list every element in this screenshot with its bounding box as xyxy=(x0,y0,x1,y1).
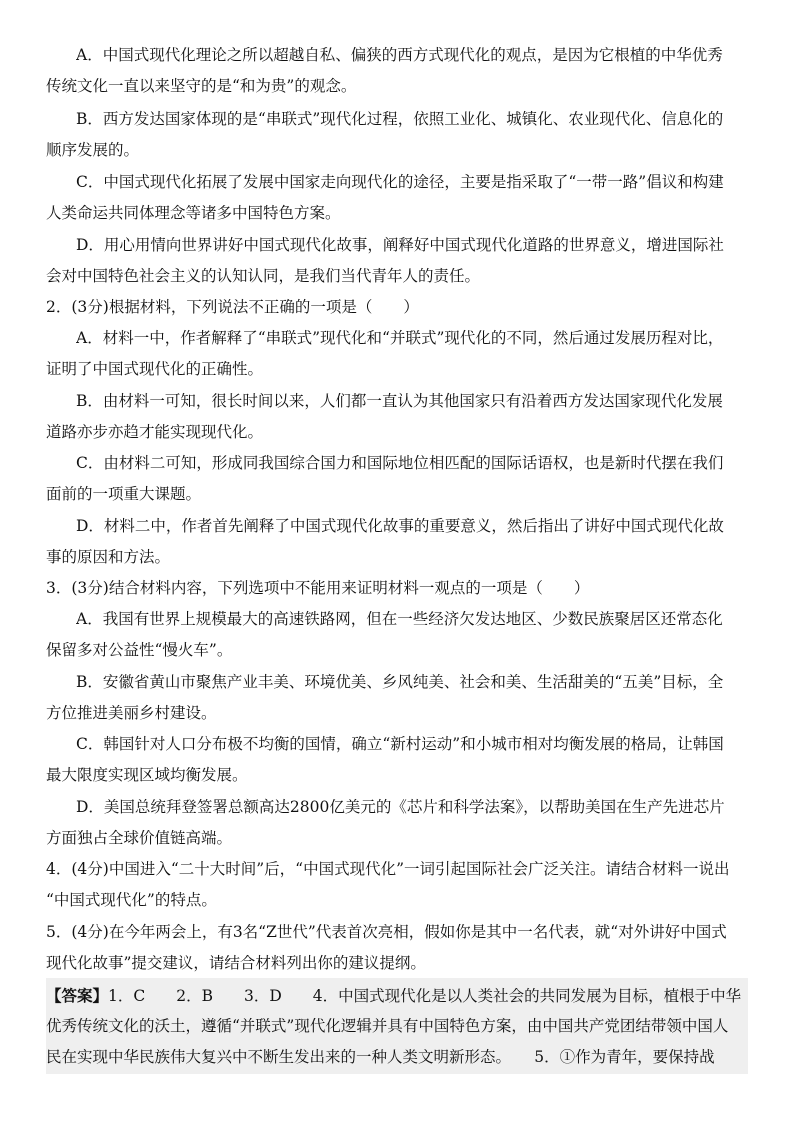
question-2: 2．(3分)根据材料，下列说法不正确的一项是（ ） xyxy=(46,298,419,316)
answer-label: 【答案】 xyxy=(46,986,109,1005)
option-2a-line-2: 证明了中国式现代化的正确性。 xyxy=(46,360,264,378)
option-2d-line-2: 事的原因和方法。 xyxy=(46,548,171,566)
option-1b-line-1: B．西方发达国家体现的是“串联式”现代化过程，依照工业化、城镇化、农业现代化、信息化的 xyxy=(76,110,724,128)
question-3: 3．(3分)结合材料内容，下列选项中不能用来证明材料一观点的一项是（ ） xyxy=(46,579,590,597)
option-3a-line-1: A．我国有世界上规模最大的高速铁路网，但在一些经济欠发达地区、少数民族聚居区还常态化 xyxy=(76,610,723,628)
option-3d-line-1: D．美国总统拜登签署总额高达2800亿美元的《芯片和科学法案》，以帮助美国在生产先进芯片 xyxy=(76,798,725,816)
question-4-line-1: 4．(4分)中国进入“二十大时间”后，“中国式现代化”一词引起国际社会广泛关注。请结合材料一说出 xyxy=(46,860,730,878)
option-2b-line-2: 道路亦步亦趋才能实现现代化。 xyxy=(46,423,264,441)
answer-line-1-text: 1．C 2．B 3．D 4．中国式现代化是以人类社会的共同发展为目标，植根于中华 xyxy=(108,987,742,1005)
option-2d-line-1: D．材料二中，作者首先阐释了中国式现代化故事的重要意义，然后指出了讲好中国式现代化故 xyxy=(76,517,724,535)
option-3c-line-1: C．韩国针对人口分布极不均衡的国情，确立“新村运动”和小城市相对均衡发展的格局，让韩国 xyxy=(76,735,724,753)
option-3b-line-1: B．安徽省黄山市聚焦产业丰美、环境优美、乡风纯美、社会和美、生活甜美的“五美”目标，全 xyxy=(76,673,724,691)
option-1a-line-1: A．中国式现代化理论之所以超越自私、偏狭的西方式现代化的观点，是因为它根植的中华优秀 xyxy=(76,46,723,64)
option-1a-line-2: 传统文化一直以来坚守的是“和为贵”的观念。 xyxy=(46,77,357,95)
option-2b-line-1: B．由材料一可知，很长时间以来，人们都一直认为其他国家只有沿着西方发达国家现代化发展 xyxy=(76,392,723,410)
option-2a-line-1: A．材料一中，作者解释了“串联式”现代化和“并联式”现代化的不同，然后通过发展历程对比， xyxy=(76,329,724,347)
question-4-line-2: “中国式现代化”的特点。 xyxy=(46,891,217,909)
answer-line-3: 民在实现中华民族伟大复兴中不断生发出来的一种人类文明新形态。 5．①作为青年，要保持战 xyxy=(46,1048,715,1066)
option-2c-line-1: C．由材料二可知，形成同我国综合国力和国际地位相匹配的国际话语权，也是新时代摆在我们 xyxy=(76,454,724,472)
option-3a-line-2: 保留多对公益性“慢火车”。 xyxy=(46,641,233,659)
option-3d-line-2: 方面独占全球价值链高端。 xyxy=(46,829,233,847)
option-1c-line-1: C．中国式现代化拓展了发展中国家走向现代化的途径，主要是指采取了“一带一路”倡议和构建 xyxy=(76,173,724,191)
answer-line-1 xyxy=(46,980,748,1011)
question-5-line-2: 现代化故事”提交建议，请结合材料列出你的建议提纲。 xyxy=(46,954,426,972)
option-1b-line-2: 顺序发展的。 xyxy=(46,141,140,159)
option-3c-line-2: 最大限度实现区域均衡发展。 xyxy=(46,766,248,784)
question-5-line-1: 5．(4分)在今年两会上，有3名“Z世代”代表首次亮相，假如你是其中一名代表，就“对外讲好中国式 xyxy=(46,923,727,941)
option-1c-line-2: 人类命运共同体理念等诸多中国特色方案。 xyxy=(46,204,341,222)
option-3b-line-2: 方位推进美丽乡村建设。 xyxy=(46,704,217,722)
option-1d-line-2: 会对中国特色社会主义的认知认同，是我们当代青年人的责任。 xyxy=(46,267,481,285)
answer-line-2: 优秀传统文化的沃土，遵循“并联式”现代化逻辑并具有中国特色方案，由中国共产党团结带领中国人 xyxy=(46,1017,729,1035)
option-2c-line-2: 面前的一项重大课题。 xyxy=(46,485,202,503)
option-1d-line-1: D．用心用情向世界讲好中国式现代化故事，阐释好中国式现代化道路的世界意义，增进国际社 xyxy=(76,236,724,254)
